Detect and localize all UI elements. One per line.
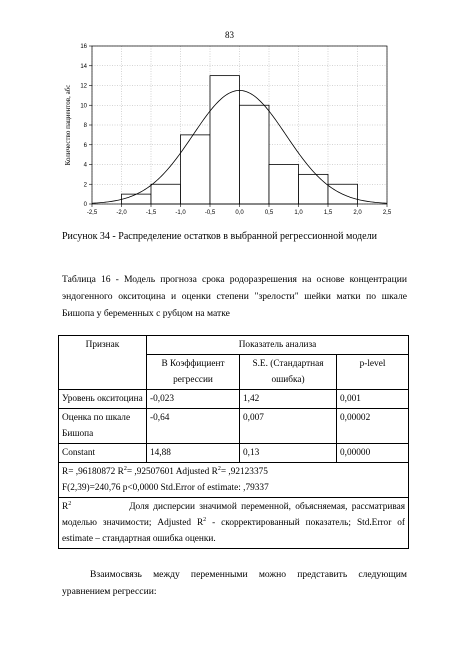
x-tick-label: -2,5 [86, 210, 98, 216]
y-axis-ticks [80, 44, 92, 208]
note-text: $R^2$ Доля дисперсии значимой переменной, объясняемая, рассматривая моделью значимости; Adjusted $R^2$ - скорректированный показатель; Std.Error of estimate – стандартная ошибка оценки. [59, 498, 409, 549]
table-note-row [59, 498, 409, 549]
table-stats-row [59, 463, 409, 498]
residuals-histogram-chart [58, 40, 398, 220]
y-tick-label: 14 [80, 63, 87, 70]
row-p: 0,00000 [337, 444, 409, 463]
header-indicator: Показатель анализа [147, 336, 409, 355]
x-tick-label: -1,0 [175, 210, 186, 216]
y-tick-label: 8 [83, 123, 87, 129]
x-tick-label: 1,0 [294, 210, 303, 216]
x-tick-label: 0,5 [264, 210, 274, 216]
table-row [59, 444, 409, 463]
y-tick-label: 4 [83, 162, 87, 169]
page-number: 83 [225, 30, 234, 40]
row-coef: -0,023 [147, 390, 240, 409]
y-axis-label: Количество пациентов, абс [64, 84, 72, 166]
histogram-bar [151, 184, 181, 204]
y-tick-label: 2 [83, 182, 87, 189]
header-p: p-level [337, 355, 409, 390]
x-tick-label: -1,5 [145, 210, 157, 216]
table-header-row [59, 336, 409, 355]
row-feature: Constant [59, 444, 147, 463]
histogram-bar [299, 174, 329, 204]
regression-table [58, 335, 409, 549]
table-title: Таблица 16 - Модель прогноза срока родоразрешения на основе концентрации эндогенного окситоцина и оценки степени "зрелости" шейки матки по шкале Бишопа у беременных с рубцом на матке [62, 274, 407, 319]
y-tick-label: 6 [83, 142, 87, 149]
y-tick-label: 16 [80, 44, 87, 50]
row-feature: Оценка по шкале Бишопа [59, 409, 147, 444]
x-tick-label: -2,0 [116, 210, 127, 216]
y-tick-label: 12 [80, 83, 87, 90]
histogram-bar [122, 194, 152, 204]
histogram-bar [181, 135, 211, 204]
regression-equation-intro: Взаимосвязь между переменными можно представить следующим уравнением регрессии: [62, 569, 407, 597]
row-coef: 14,88 [147, 444, 240, 463]
header-se: S.E. (Стандартная ошибка) [240, 355, 337, 390]
chart-bars [122, 76, 358, 204]
table-row [59, 409, 409, 444]
header-feature: Признак [59, 336, 147, 390]
x-tick-label: -0,5 [204, 210, 216, 216]
table-row [59, 390, 409, 409]
x-tick-label: 1,5 [323, 210, 333, 216]
x-axis-ticks [87, 204, 392, 216]
histogram-bar [240, 105, 270, 204]
row-coef: -0,64 [147, 409, 240, 444]
row-se: 0,13 [240, 444, 337, 463]
x-tick-label: 2,0 [353, 210, 362, 216]
histogram-bar [210, 76, 240, 204]
row-p: 0,00002 [337, 409, 409, 444]
row-se: 0,007 [240, 409, 337, 444]
y-tick-label: 10 [80, 103, 87, 110]
histogram-bar [269, 165, 299, 205]
row-p: 0,001 [337, 390, 409, 409]
note-r2-label: R [62, 502, 69, 512]
header-coef: В Коэффициент регрессии [147, 355, 240, 390]
x-tick-label: 0,0 [235, 210, 244, 216]
figure-caption: Рисунок 34 - Распределение остатков в выбранной регрессионной модели [62, 231, 377, 242]
x-tick-label: 2,5 [382, 210, 392, 216]
row-se: 1,42 [240, 390, 337, 409]
row-feature: Уровень окситоцина [59, 390, 147, 409]
model-statistics: R= ,96180872 $R^2= ,92507601$ Adjusted $R^2= ,92123375$ F(2,39)=240,76 p<0,0000 Std.Error of estimate: ,79337 [59, 463, 409, 498]
y-tick-label: 0 [83, 202, 87, 208]
